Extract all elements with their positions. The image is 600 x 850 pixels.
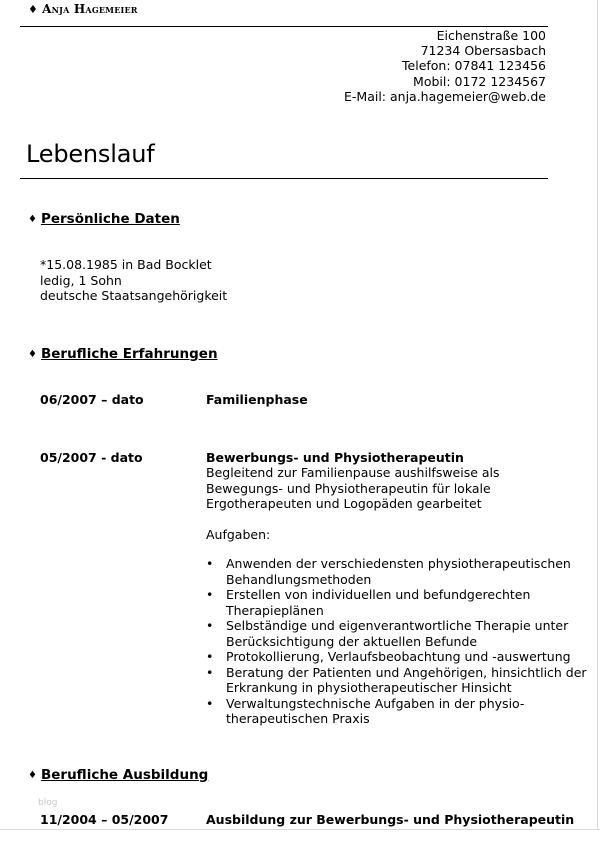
bullet-icon: • [206,618,214,633]
section-heading-text: Persönliche Daten [40,211,180,227]
section-heading-personal [28,211,180,227]
list-item [206,556,596,587]
contact-block [344,28,546,104]
list-item [206,587,596,618]
list-item [206,665,596,696]
list-item [206,696,596,727]
task-text: Selbständige und eigenverantwortliche Therapie unter Berücksichtigung der aktuellen Befunde [226,618,569,649]
header-rule [20,26,548,27]
contact-mobile: Mobil: 0172 1234567 [413,73,546,89]
bullet-icon: • [206,587,214,602]
contact-street: Eichenstraße 100 [436,28,546,43]
section-heading-experience [28,346,218,362]
experience-role: Bewerbungs- und Physiotherapeutin [206,450,464,465]
tasks-list [206,556,596,727]
task-text: Anwenden der verschiedensten physiotherapeutischen Behandlungsmethoden [226,556,571,587]
personal-nationality: deutsche Staatsangehörigkeit [40,288,228,303]
diamond-icon: ♦ [28,3,39,16]
task-text: Beratung der Patienten und Angehörigen, hinsichtlich der Erkrankung in physiotherapeutischer Hinsicht [226,664,587,695]
description-line: Begleitend zur Familienpause aushilfsweise als [206,465,500,480]
education-role: Ausbildung zur Bewerbungs- und Physiotherapeutin [206,812,575,827]
personal-family: ledig, 1 Sohn [40,272,122,288]
diamond-icon: ♦ [28,214,37,225]
education-period: 11/2004 – 05/2007 [40,812,169,827]
experience-role: Familienphase [206,392,308,407]
contact-email[interactable]: E-Mail: anja.hagemeier@web.de [344,88,546,104]
description-line: Bewegungs- und Physiotherapeutin für lokale [206,480,491,496]
experience-description [206,465,586,512]
section-heading-education [28,767,208,783]
personal-details [40,257,227,304]
list-item [206,618,596,649]
header-name-text: Anja Hagemeier [42,2,138,16]
section-heading-text: Berufliche Ausbildung [40,767,209,783]
bullet-icon: • [206,649,214,664]
document-title: Lebenslauf [26,140,155,168]
diamond-icon: ♦ [28,770,37,781]
page-border-right [597,0,598,830]
task-text: Erstellen von individuellen und befundgerechten Therapieplänen [226,587,531,618]
list-item [206,649,596,665]
contact-city: 71234 Obersasbach [420,43,546,59]
tasks-label: Aufgaben: [206,527,271,542]
bullet-icon: • [206,664,214,680]
contact-phone: Telefon: 07841 123456 [402,58,546,74]
task-text: Protokollierung, Verlaufsbeobachtung und -auswertung [226,649,571,664]
watermark: blog [38,798,58,808]
title-rule [20,178,548,179]
task-text: Verwaltungstechnische Aufgaben in der physio-therapeutischen Praxis [226,695,525,726]
diamond-icon: ♦ [28,349,37,360]
personal-birth: *15.08.1985 in Bad Bocklet [40,257,212,272]
page-border-bottom [0,829,600,830]
experience-period: 05/2007 - dato [40,450,143,465]
header-name [28,2,138,16]
description-line: Ergotherapeuten und Logopäden gearbeitet [206,496,482,511]
experience-period: 06/2007 – dato [40,392,144,407]
bullet-icon: • [206,695,214,711]
section-heading-text: Berufliche Erfahrungen [40,346,218,362]
bullet-icon: • [206,556,214,571]
